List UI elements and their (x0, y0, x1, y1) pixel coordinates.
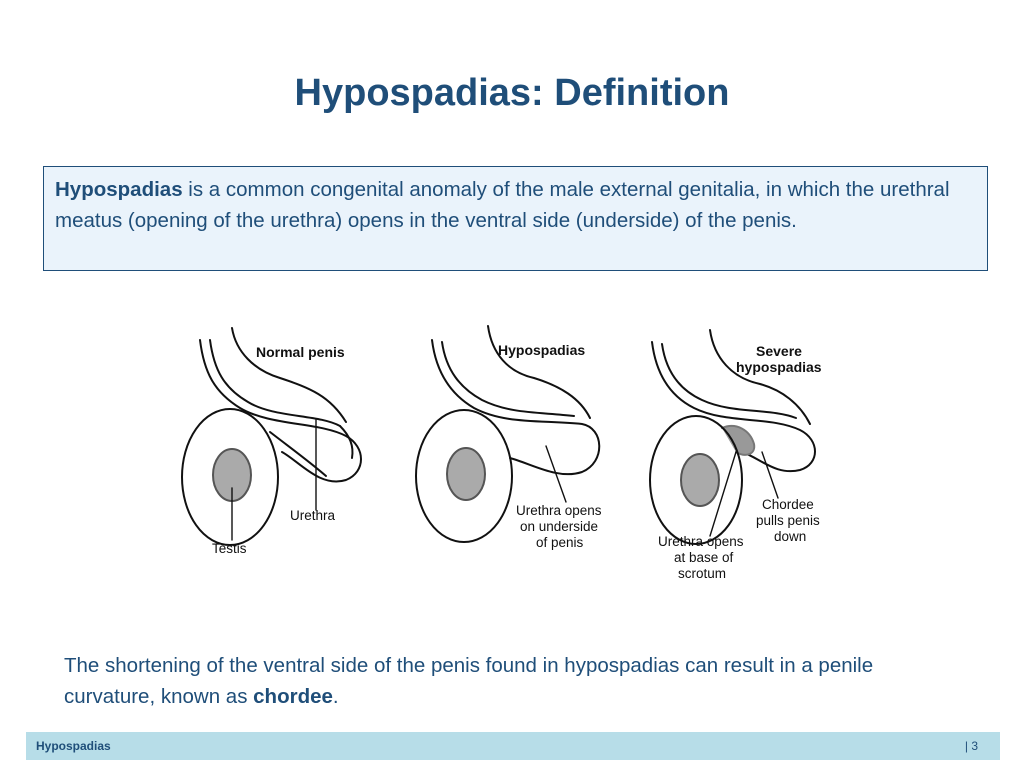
bottom-text-term: chordee (253, 685, 333, 708)
severe-title-line2: hypospadias (736, 359, 822, 375)
anatomy-illustration (170, 312, 870, 602)
bottom-text-main: The shortening of the ventral side of the penis found in hypospadias can result in a penile curvature, known as (64, 654, 874, 708)
definition-term: Hypospadias (55, 178, 183, 201)
footer-bar (26, 732, 1000, 760)
testis-label: Testis (212, 541, 247, 556)
hypospadias-label-line3: of penis (536, 535, 584, 550)
slide-number: | 3 (964, 739, 978, 753)
chordee-explanation (64, 650, 944, 712)
severe-urethra-label-line2: at base of (674, 550, 734, 565)
urethra-label: Urethra (290, 508, 336, 523)
footer-title: Hypospadias (36, 739, 111, 753)
normal-penis-title: Normal penis (256, 344, 345, 360)
definition-box (43, 166, 988, 271)
bottom-text-end: . (332, 685, 339, 708)
severe-title-line1: Severe (756, 343, 802, 359)
chordee-label-line2: pulls penis (756, 513, 820, 528)
chordee-label-line3: down (774, 529, 807, 544)
hypospadias-label-line1: Urethra opens (516, 503, 602, 518)
hypospadias-label-line2: on underside (520, 519, 599, 534)
hypospadias-title: Hypospadias (498, 342, 586, 358)
anatomy-figure (170, 312, 870, 602)
severe-urethra-label-line1: Urethra opens (658, 534, 744, 549)
definition-text: is a common congenital anomaly of the male external genitalia, in which the urethral meatus (opening of the urethra) opens in the ventral side (underside) of the penis. (55, 178, 950, 232)
chordee-label-line1: Chordee (762, 497, 814, 512)
slide-title: Hypospadias: Definition (294, 72, 730, 114)
severe-urethra-label-line3: scrotum (678, 566, 727, 581)
